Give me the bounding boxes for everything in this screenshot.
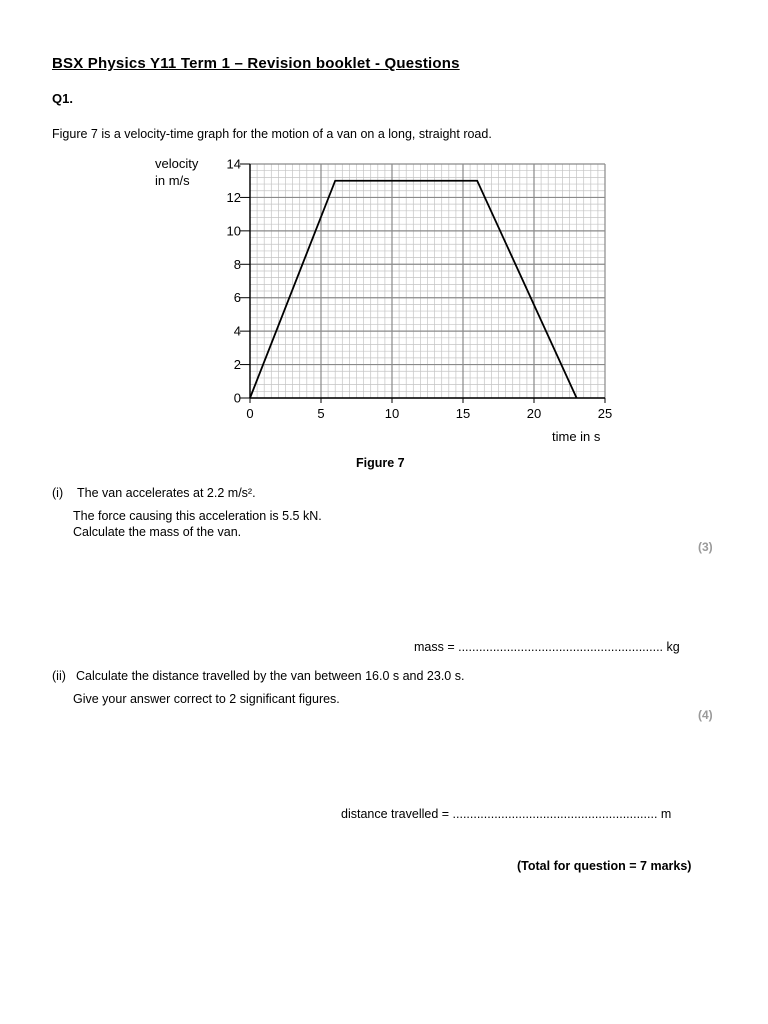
question-number: Q1. [52, 91, 73, 106]
question-intro: Figure 7 is a velocity-time graph for the motion of a van on a long, straight road. [52, 127, 492, 141]
figure-caption: Figure 7 [356, 456, 405, 470]
part-ii-label: (ii) [52, 669, 66, 683]
x-tick-label: 0 [246, 406, 254, 421]
y-tick-label: 14 [226, 156, 241, 172]
total-marks: (Total for question = 7 marks) [517, 859, 692, 873]
y-axis-label-line1: velocity [155, 156, 199, 171]
graph-minor-grid [250, 164, 605, 398]
x-tick-label: 5 [317, 406, 325, 421]
x-axis-label: time in s [552, 429, 601, 444]
x-tick-label: 20 [526, 406, 542, 421]
y-tick-label: 0 [233, 390, 241, 406]
y-axis-label-line2: in m/s [155, 173, 190, 188]
part-i-label: (i) [52, 486, 64, 500]
y-tick-label: 10 [226, 223, 241, 239]
part-i-line3: Calculate the mass of the van. [73, 525, 242, 539]
page-title: BSX Physics Y11 Term 1 – Revision booklet - Questions [52, 55, 460, 72]
x-tick-label: 15 [455, 406, 471, 421]
mass-answer-line: mass = ........................................................... kg [414, 640, 680, 654]
y-tick-label: 2 [233, 357, 241, 373]
y-tick-label: 6 [233, 290, 241, 306]
y-tick-label: 12 [226, 189, 241, 205]
part-i-line2: The force causing this acceleration is 5.5 kN. [73, 509, 322, 523]
graph-ticks [227, 157, 613, 422]
y-tick-label: 8 [233, 256, 241, 272]
distance-answer-line: distance travelled = ........................................................... m [341, 807, 672, 821]
x-tick-label: 25 [597, 406, 613, 421]
part-ii-line2: Give your answer correct to 2 significant figures. [73, 692, 340, 706]
part-i-text: The van accelerates at 2.2 m/s². [77, 486, 256, 500]
y-tick-label: 4 [233, 323, 241, 339]
part-i-marks: (3) [698, 540, 713, 554]
part-ii-text: Calculate the distance travelled by the van between 16.0 s and 23.0 s. [76, 669, 465, 683]
x-tick-label: 10 [384, 406, 400, 421]
part-ii-marks: (4) [698, 708, 713, 722]
velocity-time-graph [150, 150, 630, 450]
